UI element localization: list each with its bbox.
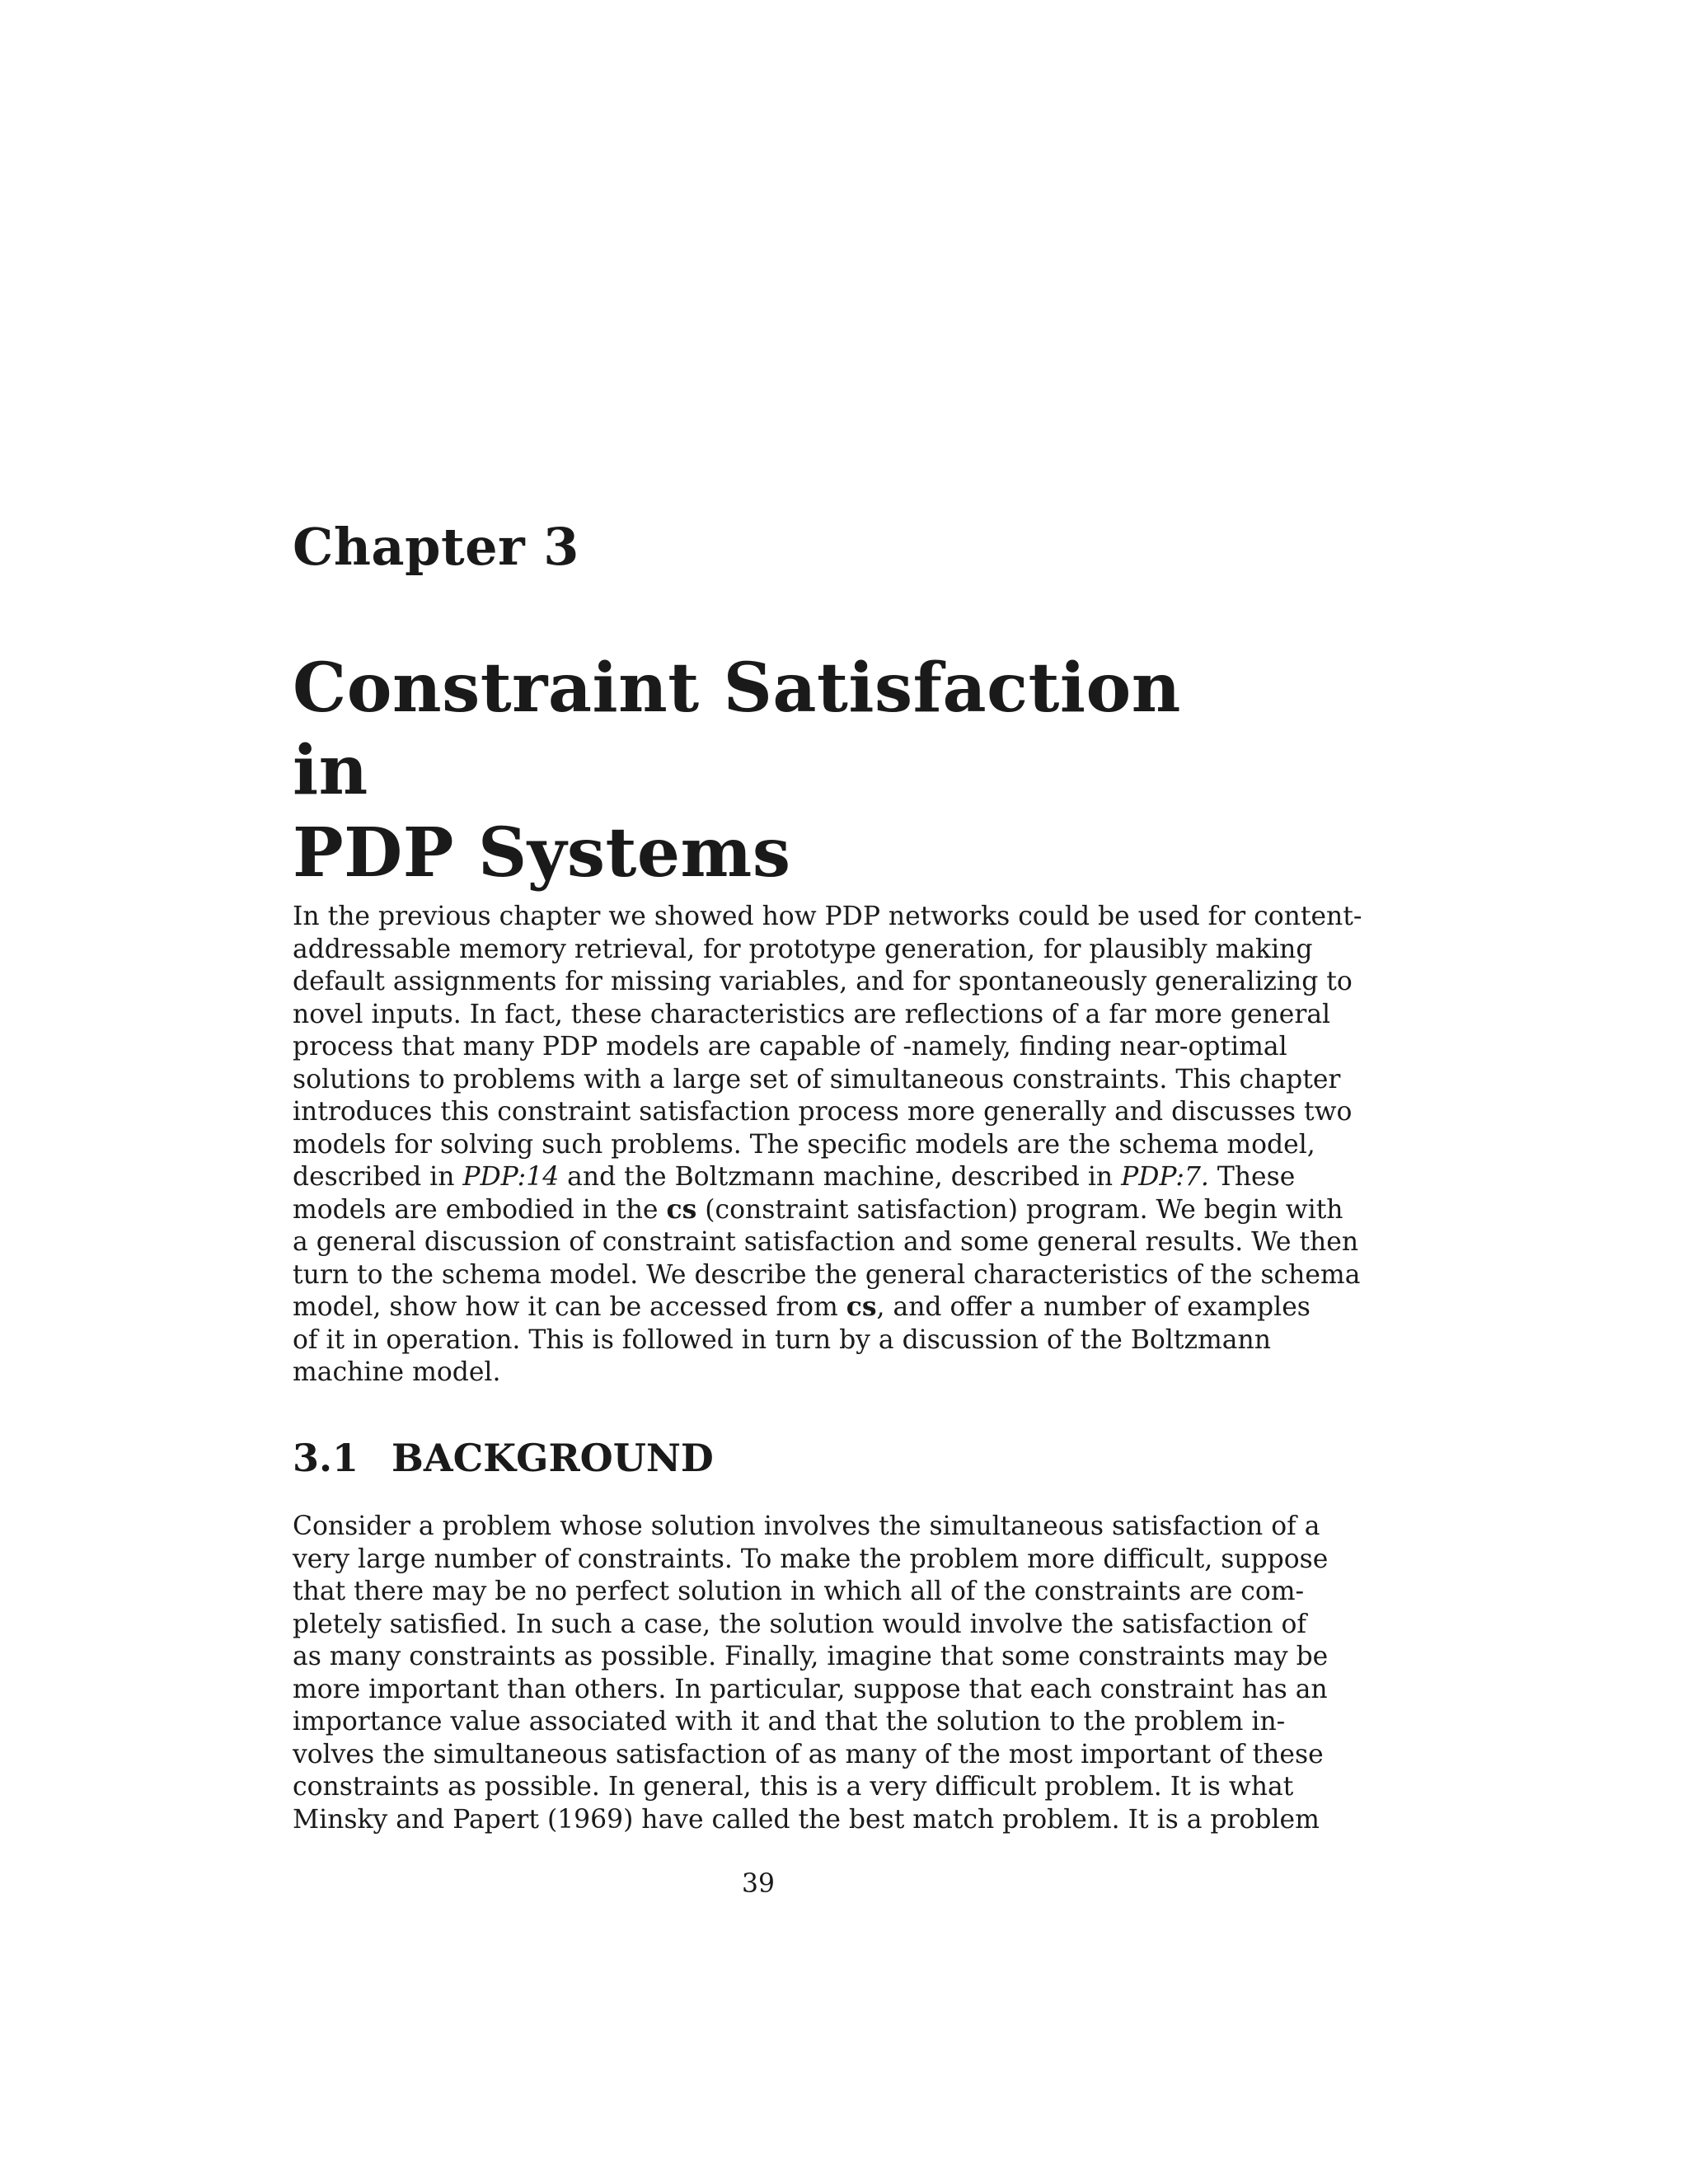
intro-line: of it in operation. This is followed in turn by a discussion of the Boltzmann	[293, 1324, 1271, 1355]
intro-text: models are embodied in the	[293, 1194, 667, 1225]
section-heading	[293, 1436, 1224, 1481]
section-number: 3.1	[293, 1436, 359, 1480]
intro-line	[293, 1194, 1343, 1227]
background-line: that there may be no perfect solution in which all of the constraints are com-	[293, 1577, 1305, 1606]
program-name: cs	[666, 1194, 697, 1225]
intro-line: machine model.	[293, 1357, 501, 1387]
background-line: Minsky and Papert (1969) have called the best match problem. It is a problem	[293, 1804, 1320, 1835]
intro-line: novel inputs. In fact, these characteristics are reflections of a far more general	[293, 999, 1331, 1029]
pdp-reference-link[interactable]: PDP:7.	[1121, 1162, 1209, 1192]
intro-text: (constraint satisfaction) program. We begin with	[696, 1194, 1343, 1225]
intro-line: turn to the schema model. We describe the general characteristics of the schema	[293, 1259, 1361, 1290]
page-number: 39	[742, 1869, 775, 1899]
intro-line	[293, 1291, 1311, 1324]
intro-line	[293, 1161, 1296, 1194]
intro-line: default assignments for missing variables, and for spontaneously generalizing to	[293, 967, 1353, 996]
intro-line: addressable memory retrieval, for prototype generation, for plausibly making	[293, 934, 1313, 964]
intro-text: and the Boltzmann machine, described in	[559, 1162, 1122, 1192]
background-line: Consider a problem whose solution involves the simultaneous satisfaction of a	[293, 1511, 1320, 1541]
background-line: volves the simultaneous satisfaction of as many of the most important of these	[293, 1739, 1324, 1769]
intro-text: model, show how it can be accessed from	[293, 1292, 846, 1322]
background-line: as many constraints as possible. Finally, imagine that some constraints may be	[293, 1642, 1329, 1671]
intro-line: introduces this constraint satisfaction process more generally and discusses two	[293, 1097, 1353, 1127]
program-name: cs	[846, 1292, 877, 1322]
chapter-label: Chapter 3	[293, 517, 579, 577]
intro-line: a general discussion of constraint satisfaction and some general results. We then	[293, 1227, 1359, 1257]
chapter-title	[293, 647, 1224, 894]
background-line: more important than others. In particular, suppose that each constraint has an	[293, 1674, 1328, 1704]
chapter-title-line-1: Constraint Satisfaction in	[293, 649, 1181, 810]
intro-line: In the previous chapter we showed how PDP networks could be used for content-	[293, 902, 1362, 931]
intro-text: These	[1208, 1162, 1296, 1192]
section-title: BACKGROUND	[392, 1436, 714, 1480]
pdp-reference-link[interactable]: PDP:14	[462, 1162, 560, 1192]
background-paragraph	[293, 1511, 1329, 1836]
intro-paragraph	[293, 901, 1362, 1390]
chapter-title-line-2: PDP Systems	[293, 813, 791, 893]
intro-text: , and offer a number of examples	[876, 1292, 1311, 1322]
intro-line: process that many PDP models are capable of -namely, finding near-optimal	[293, 1032, 1287, 1062]
background-line: very large number of constraints. To make the problem more difficult, suppose	[293, 1544, 1329, 1574]
background-line: importance value associated with it and that the solution to the problem in-	[293, 1707, 1286, 1736]
background-line: pletely satisfied. In such a case, the solution would involve the satisfaction of	[293, 1609, 1306, 1639]
intro-line: models for solving such problems. The specific models are the schema model,	[293, 1129, 1315, 1160]
intro-line: solutions to problems with a large set of simultaneous constraints. This chapter	[293, 1064, 1341, 1094]
intro-text: described in	[293, 1162, 463, 1192]
background-line: constraints as possible. In general, this is a very difficult problem. It is what	[293, 1772, 1294, 1802]
